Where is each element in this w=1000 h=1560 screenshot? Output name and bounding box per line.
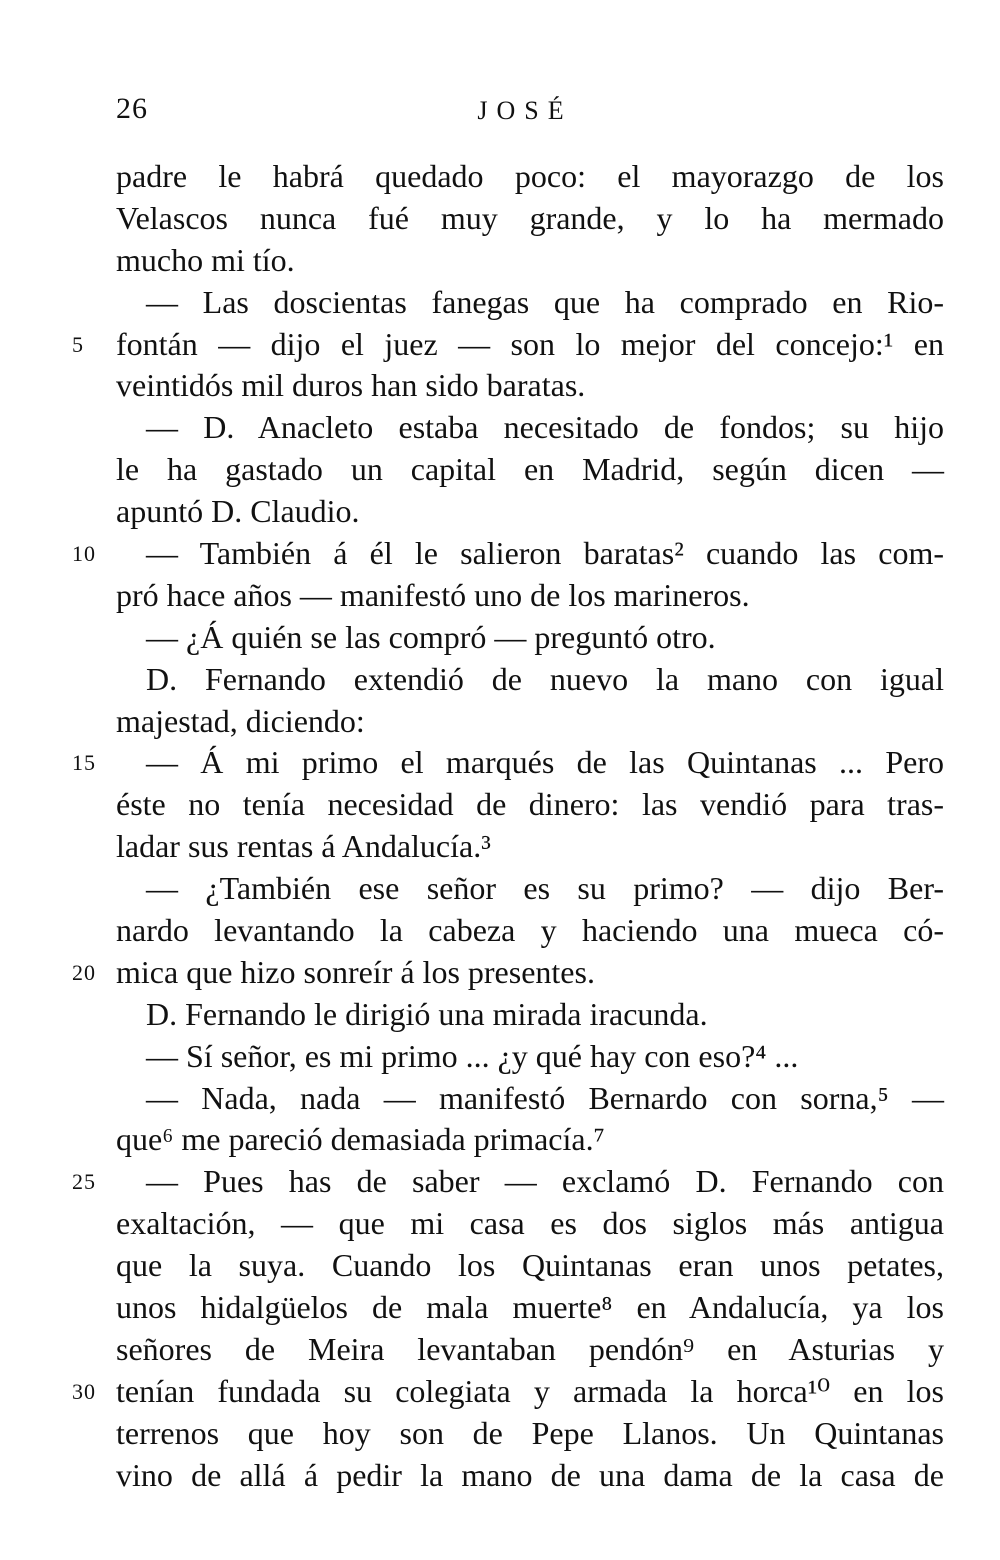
text-line: pró hace años — manifestó uno de los marineros.	[116, 576, 750, 613]
text-line: — Sí señor, es mi primo ... ¿y qué hay con eso?⁴ ...	[146, 1037, 799, 1074]
text-line: le ha gastado un capital en Madrid, según dicen —	[116, 451, 944, 488]
text-line: que la suya. Cuando los Quintanas eran unos petates,	[116, 1247, 944, 1284]
text-line: 30 tenían fundada su colegiata y armada la horca¹⁰ en los	[116, 1371, 944, 1413]
line-number: 5	[72, 331, 84, 357]
text-line: 20 mica que hizo sonreír á los presentes.	[116, 952, 944, 994]
text-line: éste no tenía necesidad de dinero: las vendió para tras-	[116, 786, 944, 823]
page-header	[0, 92, 1000, 132]
line-number: 15	[72, 750, 96, 776]
text-line: — ¿También ese señor es su primo? — dijo Ber-	[146, 870, 944, 907]
text-line: Velascos nunca fué muy grande, y lo ha mermado	[116, 199, 944, 236]
text-line: — Nada, nada — manifestó Bernardo con sorna,⁵ —	[146, 1079, 944, 1116]
body-text	[72, 156, 944, 1497]
text-line: 25 — Pues has de saber — exclamó D. Fernando con	[116, 1161, 944, 1203]
text-line: unos hidalgüelos de mala muerte⁸ en Andalucía, ya los	[116, 1289, 944, 1326]
line-number: 10	[72, 541, 96, 567]
text-line: 10 — También á él le salieron baratas² cuando las com-	[116, 533, 944, 575]
text-line: mucho mi tío.	[116, 241, 295, 278]
line-number: 30	[72, 1378, 96, 1404]
text-line: ladar sus rentas á Andalucía.³	[116, 828, 491, 865]
text-line: exaltación, — que mi casa es dos siglos más antigua	[116, 1205, 944, 1242]
text-line: veintidós mil duros han sido baratas.	[116, 367, 586, 404]
text-line: nardo levantando la cabeza y haciendo una mueca có-	[116, 912, 944, 949]
text-line: señores de Meira levantaban pendón⁹ en Asturias y	[116, 1330, 944, 1367]
text-line: que⁶ me pareció demasiada primacía.⁷	[116, 1121, 605, 1158]
text-line: 15 — Á mi primo el marqués de las Quintanas ... Pero	[116, 742, 944, 784]
text-line: 5 fontán — dijo el juez — son lo mejor del concejo:¹ en	[116, 324, 944, 366]
text-line: — ¿Á quién se las compró — preguntó otro.	[146, 618, 716, 655]
text-line: D. Fernando extendió de nuevo la mano con igual	[146, 660, 944, 697]
text-line: — D. Anacleto estaba necesitado de fondos; su hijo	[146, 409, 944, 446]
text-line: vino de allá á pedir la mano de una dama de la casa de	[116, 1456, 944, 1493]
text-line: terrenos que hoy son de Pepe Llanos. Un Quintanas	[116, 1414, 944, 1451]
line-number: 20	[72, 959, 96, 985]
text-line: majestad, diciendo:	[116, 702, 365, 739]
running-title: JOSÉ	[477, 96, 573, 125]
text-line: padre le habrá quedado poco: el mayorazgo de los	[116, 158, 944, 194]
line-number: 25	[72, 1169, 96, 1195]
page-number: 26	[116, 92, 148, 125]
text-line: — Las doscientas fanegas que ha comprado en Rio-	[146, 283, 944, 320]
text-line: D. Fernando le dirigió una mirada iracunda.	[146, 995, 708, 1032]
text-line: apuntó D. Claudio.	[116, 493, 360, 530]
